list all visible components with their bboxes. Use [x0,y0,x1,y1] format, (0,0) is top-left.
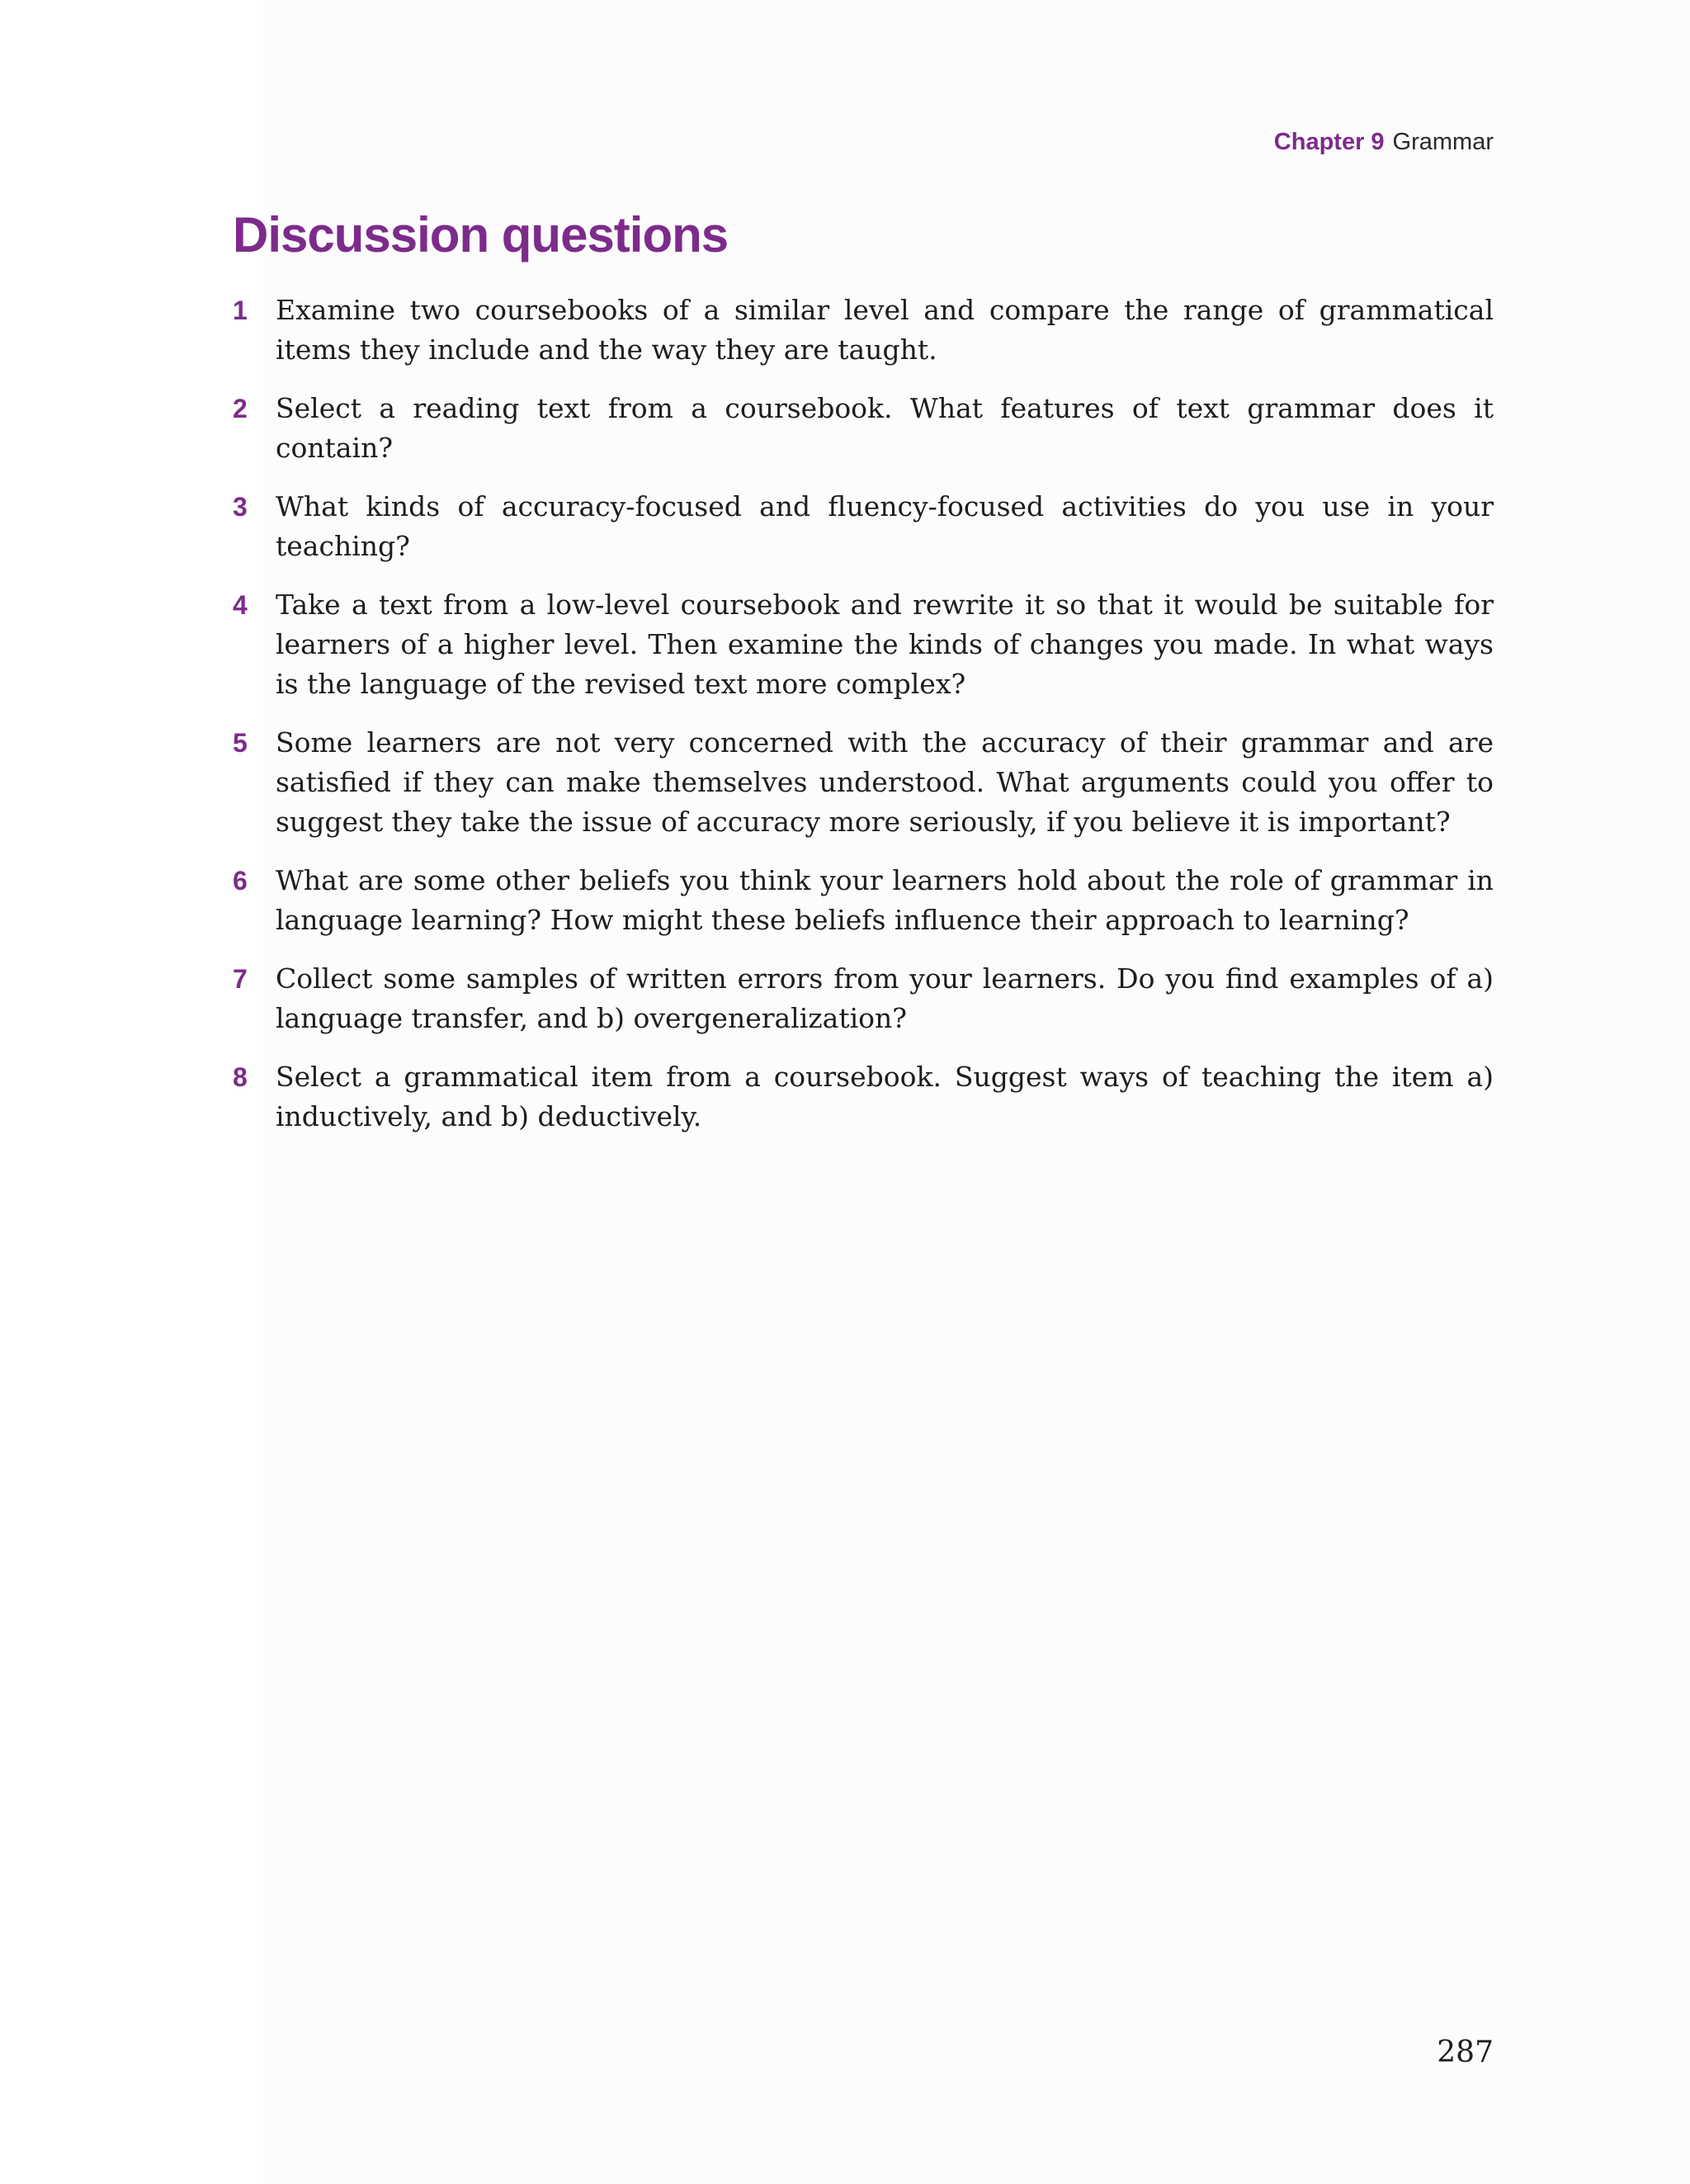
question-item-3 [233,487,1494,566]
question-text: Select a reading text from a coursebook. What features of text grammar does it contain? [276,392,1494,464]
running-head [1274,129,1494,156]
question-number: 8 [233,1062,248,1092]
discussion-questions-list [233,291,1494,1156]
section-title: Discussion questions [233,207,729,262]
running-head-title: Grammar [1392,129,1494,155]
question-text: What kinds of accuracy-focused and fluency-focused activities do you use in your teaching? [276,490,1494,562]
question-item-6 [233,861,1494,940]
question-number: 6 [233,866,248,896]
question-item-7 [233,959,1494,1038]
question-text: Examine two coursebooks of a similar level and compare the range of grammatical items they include and the way they are taught. [276,294,1494,366]
question-item-8 [233,1057,1494,1137]
question-text: Collect some samples of written errors from your learners. Do you find examples of a) language transfer, and b) overgeneralization? [276,962,1494,1034]
question-item-4 [233,585,1494,704]
question-text: What are some other beliefs you think your learners hold about the role of grammar in language learning? How might these beliefs influence their approach to learning? [276,864,1494,936]
question-number: 7 [233,964,248,994]
question-number: 1 [233,295,248,325]
question-item-2 [233,389,1494,468]
question-item-1 [233,291,1494,370]
question-text: Select a grammatical item from a coursebook. Suggest ways of teaching the item a) inductively, and b) deductively. [276,1061,1494,1132]
question-text: Take a text from a low-level coursebook and rewrite it so that it would be suitable for learners of a higher level. Then examine the kinds of changes you made. In what ways is the language of the revised text more complex? [276,589,1494,700]
question-item-5 [233,723,1494,842]
page-number: 287 [1437,2035,1494,2069]
question-number: 3 [233,492,248,522]
question-text: Some learners are not very concerned with the accuracy of their grammar and are satisfied if they can make themselves understood. What arguments could you offer to suggest they take the issue of accuracy more seriously, if you believe it is important? [276,726,1494,838]
running-head-chapter: Chapter 9 [1273,129,1385,155]
question-number: 2 [233,394,248,423]
question-number: 4 [233,590,248,620]
question-number: 5 [233,728,248,758]
